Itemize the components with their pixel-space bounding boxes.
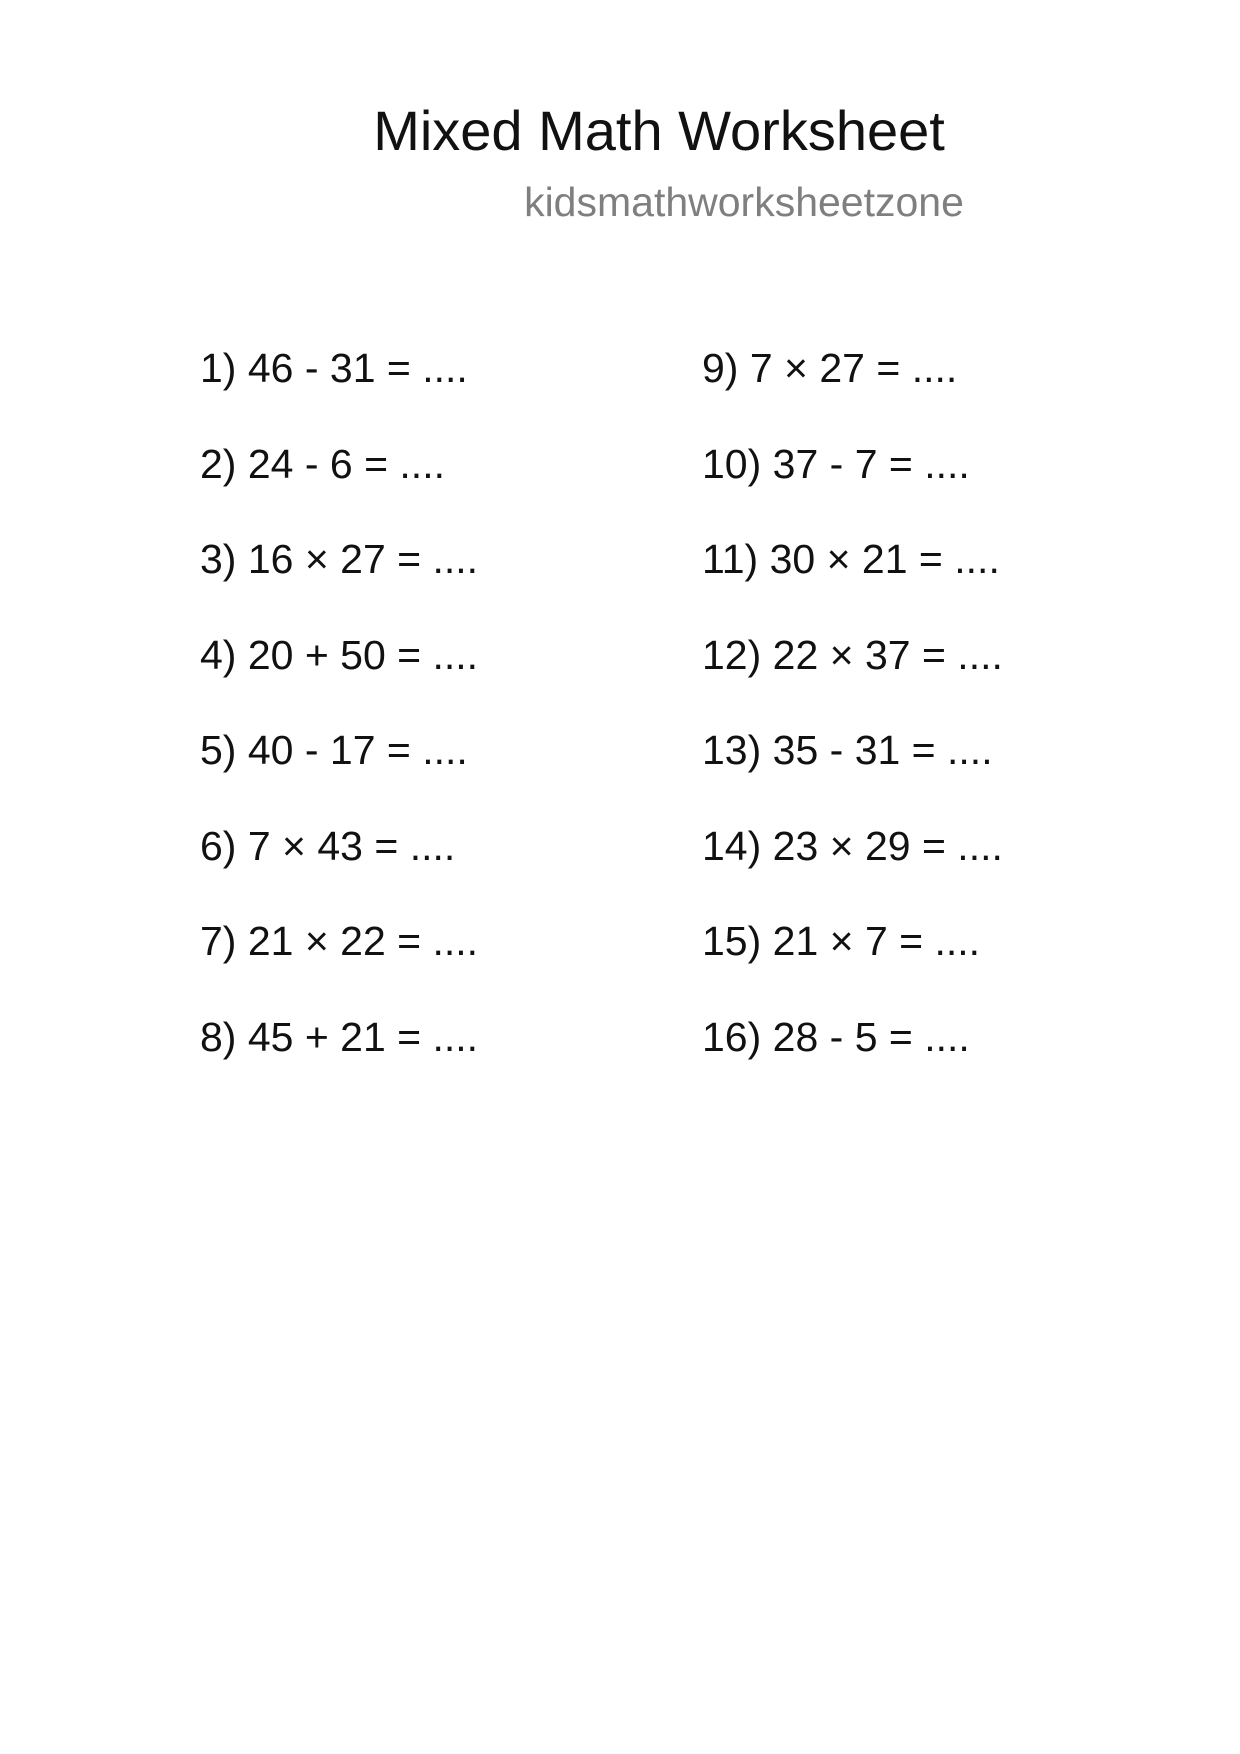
problem-1: 1) 46 - 31 = .... [200,345,468,391]
worksheet-subtitle: kidsmathworksheetzone [524,179,964,225]
problem-8: 8) 45 + 21 = .... [200,1013,479,1060]
problem-9: 9) 7 × 27 = .... [702,345,958,391]
problem-list-right [702,345,1003,1112]
problem-13: 13) 35 - 31 = .... [702,727,993,773]
problem-11: 11) 30 × 21 = .... [702,536,1000,582]
problem-10: 10) 37 - 7 = .... [702,440,970,487]
problem-15: 15) 21 × 7 = .... [702,918,981,964]
worksheet-title: Mixed Math Worksheet [373,99,945,162]
problem-2: 2) 24 - 6 = .... [200,440,445,487]
problem-16: 16) 28 - 5 = .... [702,1013,970,1060]
problem-14: 14) 23 × 29 = .... [702,822,1003,869]
problem-7: 7) 21 × 22 = .... [200,918,479,964]
problem-12: 12) 22 × 37 = .... [702,631,1003,678]
problem-4: 4) 20 + 50 = .... [200,631,479,678]
problem-3: 3) 16 × 27 = .... [200,536,479,582]
problem-5: 5) 40 - 17 = .... [200,727,468,773]
problem-list-left [200,345,479,1112]
problem-6: 6) 7 × 43 = .... [200,822,456,869]
